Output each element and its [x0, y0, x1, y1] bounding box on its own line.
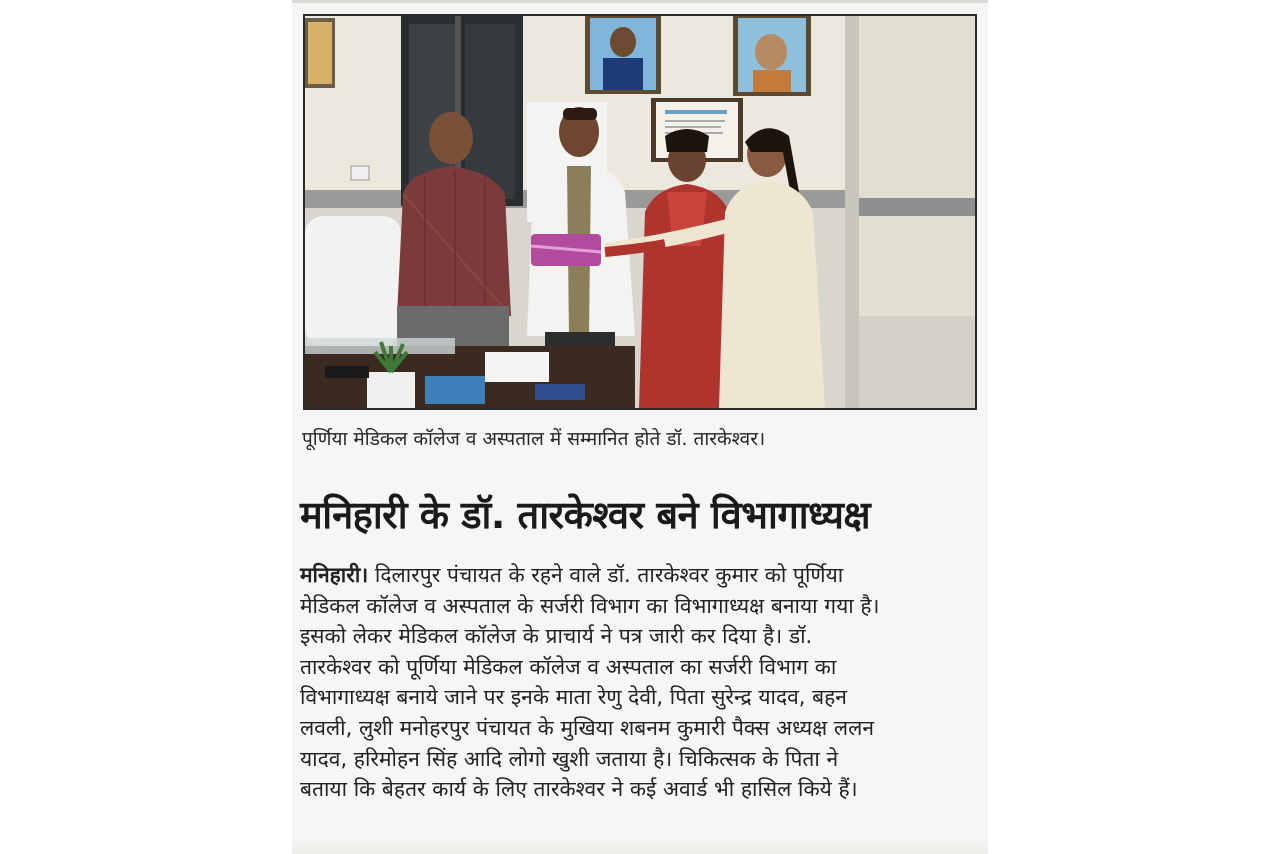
news-photo: [303, 14, 977, 410]
article-line-1: [300, 560, 980, 591]
article-line: यादव, हरिमोहन सिंह आदि लोगो खुशी जताया है। चिकित्सक के पिता ने: [300, 746, 839, 771]
article-line: बताया कि बेहतर कार्य के लिए तारकेश्वर ने कई अवार्ड भी हासिल किये हैं।: [300, 777, 858, 802]
newspaper-clipping: [292, 0, 988, 854]
clipping-bottom-edge: [292, 838, 988, 854]
article-line: विभागाध्यक्ष बनाये जाने पर इनके माता रेणु देवी, पिता सुरेन्द्र यादव, बहन: [300, 685, 847, 710]
top-rule: [292, 0, 988, 3]
article-line: इसको लेकर मेडिकल कॉलेज के प्राचार्य ने पत्र जारी कर दिया है। डॉ.: [300, 624, 813, 649]
article-line-1-text: दिलारपुर पंचायत के रहने वाले डॉ. तारकेश्वर कुमार को पूर्णिया: [368, 563, 844, 587]
dateline: मनिहारी।: [300, 563, 369, 587]
photo-illustration: [305, 16, 975, 408]
photo-caption: पूर्णिया मेडिकल कॉलेज व अस्पताल में सम्मानित होते डॉ. तारकेश्वर।: [302, 428, 766, 450]
article-line: लवली, लुशी मनोहरपुर पंचायत के मुखिया शबनम कुमारी पैक्स अध्यक्ष ललन: [300, 715, 875, 740]
article-line: तारकेश्वर को पूर्णिया मेडिकल कॉलेज व अस्पताल का सर्जरी विभाग का: [300, 654, 837, 679]
article-line: मेडिकल कॉलेज व अस्पताल के सर्जरी विभाग का विभागाध्यक्ष बनाया गया है।: [300, 593, 880, 618]
article-body: [300, 560, 980, 805]
headline: मनिहारी के डॉ. तारकेश्वर बने विभागाध्यक्ष: [300, 493, 871, 537]
